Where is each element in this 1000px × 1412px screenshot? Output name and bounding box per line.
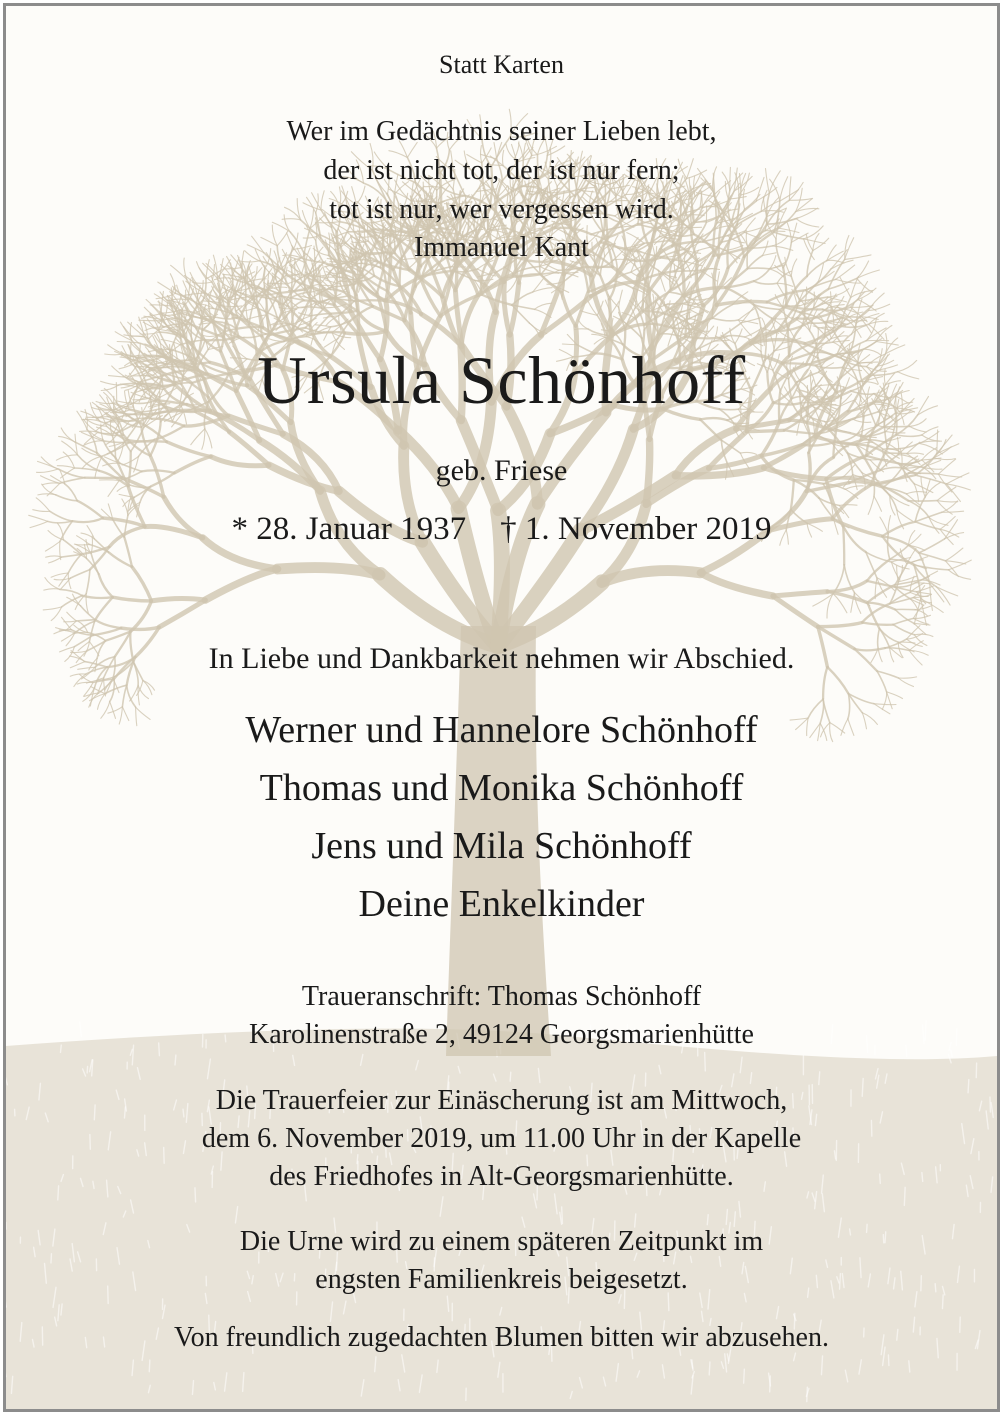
ceremony-line-3: des Friedhofes in Alt-Georgsmarienhütte. bbox=[269, 1161, 734, 1192]
mourner-4: Deine Enkelkinder bbox=[358, 883, 645, 925]
ceremony-line-1: Die Trauerfeier zur Einäscherung ist am Mittwoch, bbox=[215, 1085, 788, 1116]
maiden-name: geb. Friese bbox=[435, 454, 568, 487]
urn-line-2: engsten Familienkreis beigesetzt. bbox=[315, 1264, 688, 1295]
life-dates bbox=[6, 511, 997, 548]
death-date: † 1. November 2019 bbox=[500, 511, 772, 547]
obituary-card bbox=[3, 3, 1000, 1412]
header-statt-karten: Statt Karten bbox=[439, 50, 564, 79]
mourner-1: Werner und Hannelore Schönhoff bbox=[245, 709, 758, 751]
address-line-2: Karolinenstraße 2, 49124 Georgsmarienhütte bbox=[249, 1019, 754, 1050]
mourner-3: Jens und Mila Schönhoff bbox=[311, 825, 692, 867]
urn-line-1: Die Urne wird zu einem späteren Zeitpunkt im bbox=[239, 1226, 764, 1257]
birth-date: * 28. Januar 1937 bbox=[231, 511, 467, 547]
address-line-1: Traueranschrift: Thomas Schönhoff bbox=[301, 981, 702, 1012]
quote-author: Immanuel Kant bbox=[414, 232, 589, 263]
quote-line-3: tot ist nur, wer vergessen wird. bbox=[329, 194, 674, 225]
quote-line-2: der ist nicht tot, der ist nur fern; bbox=[323, 155, 680, 186]
obituary-text bbox=[6, 6, 997, 1409]
farewell-text: In Liebe und Dankbarkeit nehmen wir Abschied. bbox=[208, 642, 795, 675]
mourner-2: Thomas und Monika Schönhoff bbox=[259, 767, 744, 809]
quote-line-1: Wer im Gedächtnis seiner Lieben lebt, bbox=[286, 116, 717, 147]
flowers-note: Von freundlich zugedachten Blumen bitten wir abzusehen. bbox=[174, 1322, 829, 1353]
deceased-name: Ursula Schönhoff bbox=[257, 342, 746, 418]
ceremony-line-2: dem 6. November 2019, um 11.00 Uhr in der Kapelle bbox=[201, 1123, 802, 1154]
